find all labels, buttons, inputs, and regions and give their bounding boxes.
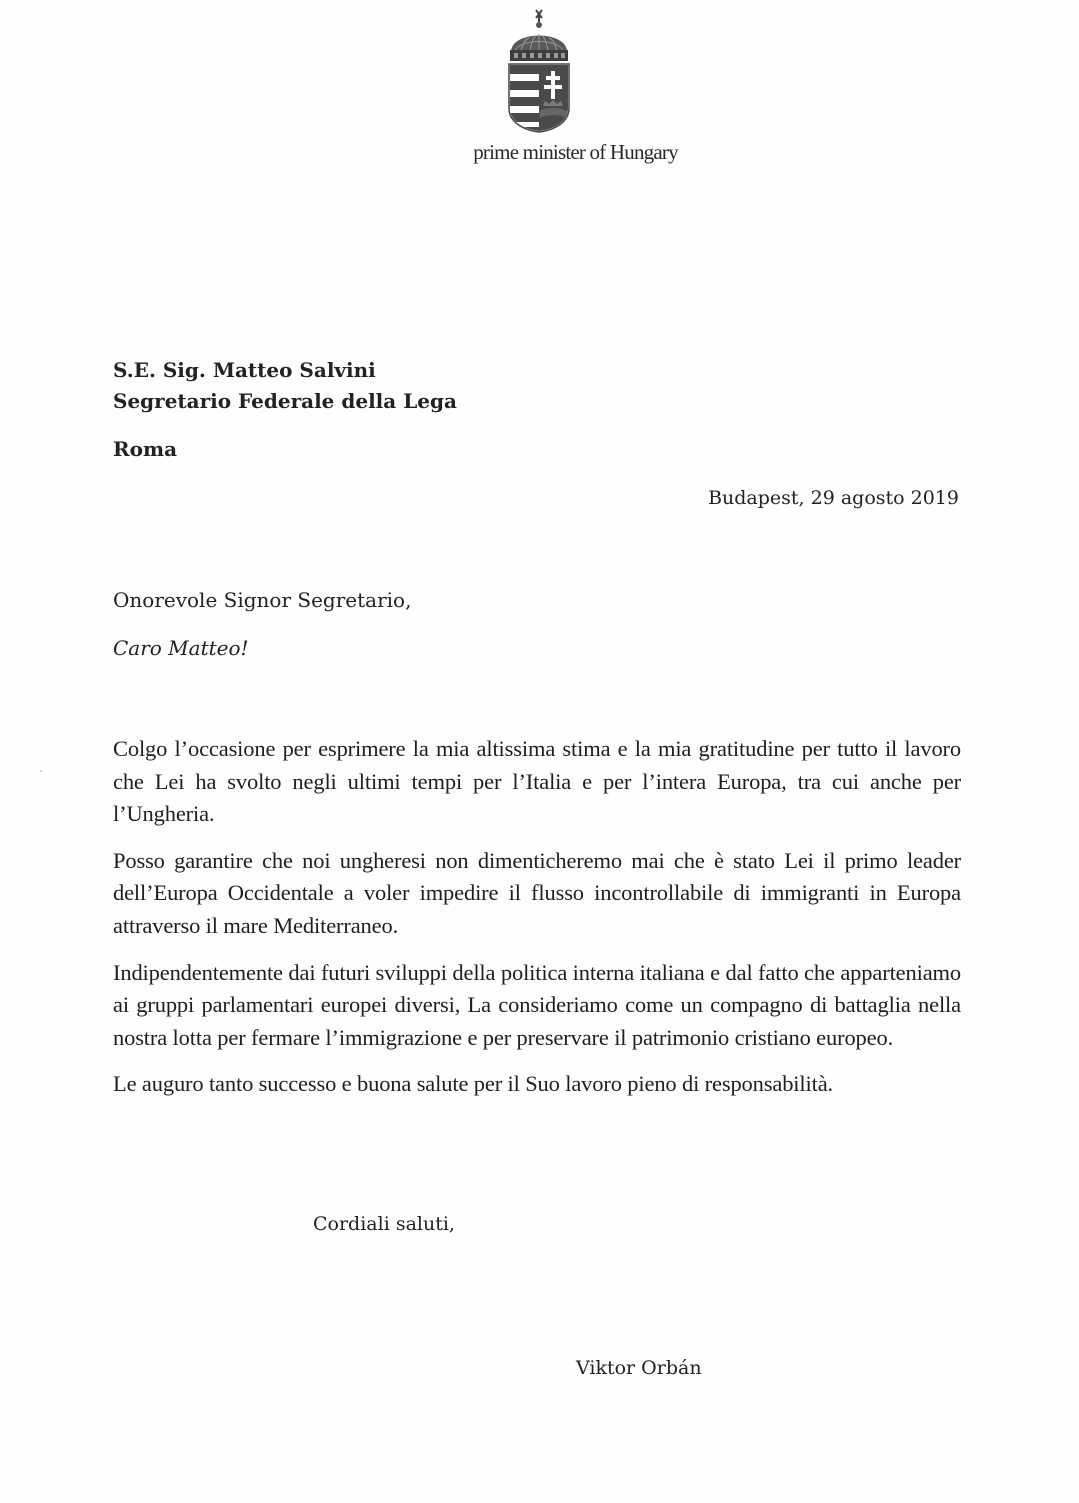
- body-paragraph: Le auguro tanto successo e buona salute per il Suo lavoro pieno di responsabilità.: [113, 1071, 834, 1097]
- recipient-city: Roma: [113, 437, 178, 461]
- recipient-name: S.E. Sig. Matteo Salvini: [113, 358, 376, 382]
- closing: Cordiali saluti,: [313, 1213, 455, 1235]
- hungary-coat-of-arms-icon: [503, 8, 575, 134]
- informal-salutation: Caro Matteo!: [113, 636, 249, 660]
- formal-salutation: Onorevole Signor Segretario,: [113, 588, 412, 612]
- office-title: prime minister of Hungary: [473, 140, 678, 164]
- body-paragraph: Colgo l’occasione per esprimere la mia altissima stima e la mia gratitudine per tutto il lavoro che Lei ha svolto negli ultimi tempi per l’Italia e per l’intera Europa, tra cui anche per l’Ungheria.: [113, 736, 961, 827]
- letter-date: Budapest, 29 agosto 2019: [708, 487, 959, 509]
- recipient-title: Segretario Federale della Lega: [113, 389, 457, 413]
- signature-name: Viktor Orbán: [576, 1357, 702, 1379]
- salutation-block: [113, 588, 411, 660]
- recipient-block: [113, 355, 457, 465]
- letter-body: [113, 733, 961, 1115]
- scan-speck: [40, 770, 42, 772]
- body-paragraph: Posso garantire che noi ungheresi non dimenticheremo mai che è stato Lei il primo leader dell’Europa Occidentale a voler impedire il flusso incontrollabile di immigranti in Europa attraverso il mare Mediterraneo.: [113, 847, 961, 938]
- body-paragraph: Indipendentemente dai futuri sviluppi della politica interna italiana e dal fatto che apparteniamo ai gruppi parlamentari europei diversi, La consideriamo come un compagno di battaglia nella nostra lotta per fermare l’immigrazione e per preservare il patrimonio cristiano europeo.: [113, 959, 961, 1050]
